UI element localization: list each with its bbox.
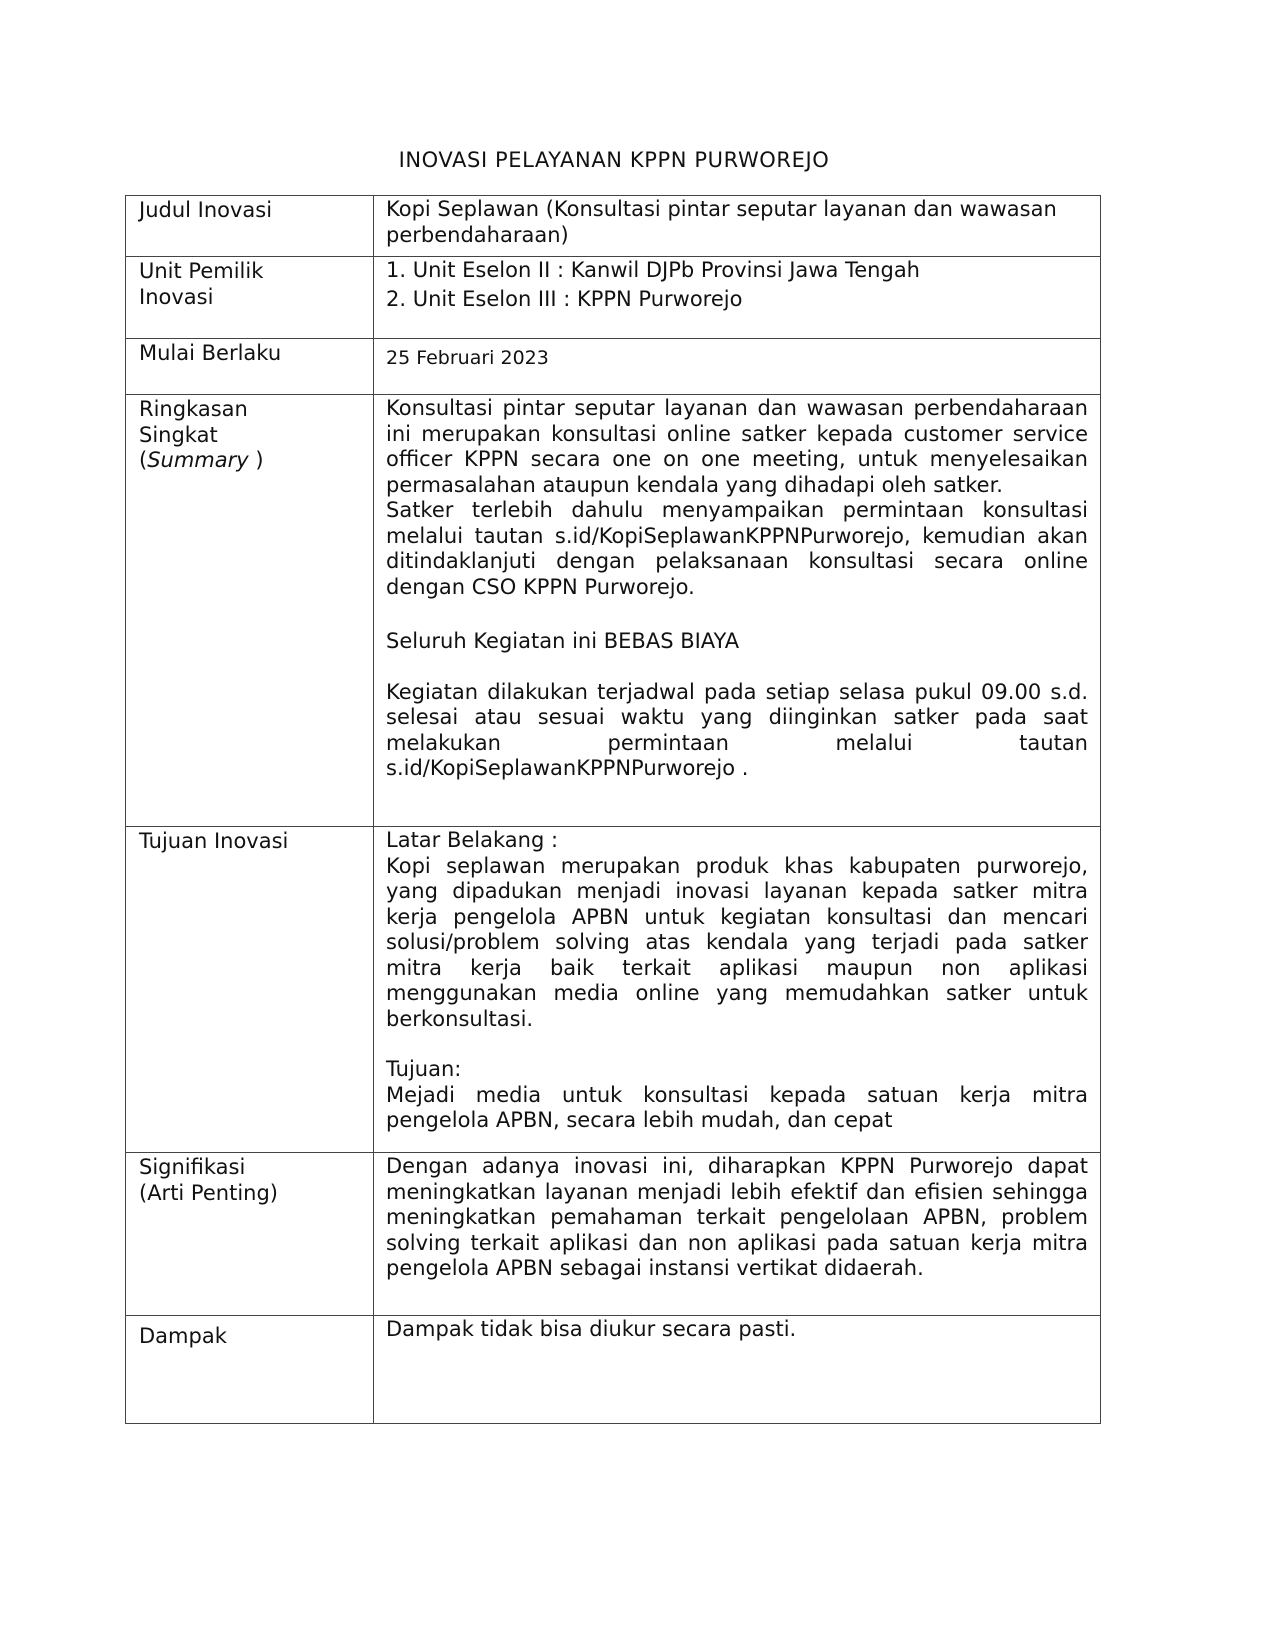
label-mulai-berlaku: Mulai Berlaku [126, 339, 374, 395]
row-dampak [126, 1316, 1101, 1424]
start-date: 25 Februari 2023 [386, 347, 549, 369]
label-line: Inovasi [139, 284, 214, 309]
row-judul-inovasi [126, 196, 1101, 257]
label-summary-italic: Summary [147, 448, 249, 472]
innovation-table [125, 195, 1101, 1424]
goal-heading: Tujuan: [386, 1057, 462, 1081]
value-judul-inovasi: Kopi Seplawan (Konsultasi pintar seputar layanan dan wawasan perbendaharaan) [374, 196, 1101, 257]
label-text: Dampak [139, 1324, 227, 1348]
label-line [139, 448, 373, 474]
paren-open: ( [139, 448, 148, 472]
value-signifikasi: Dengan adanya inovasi ini, diharapkan KPPN Purworejo dapat meningkatkan layanan menjadi lebih efektif dan efisien sehingga meningkatkan pemahaman terkait pengelolaan APBN, problem solving terkait aplikasi dan non aplikasi pada satuan kerja mitra pengelola APBN sebagai instansi vertikat didaerah. [374, 1153, 1101, 1316]
row-tujuan-inovasi [126, 827, 1101, 1153]
value-unit-pemilik [374, 257, 1101, 339]
label-line: Signifikasi [139, 1155, 246, 1179]
label-line: Unit Pemilik [139, 259, 264, 283]
label-line: (Arti Penting) [139, 1180, 278, 1205]
label-tujuan-inovasi: Tujuan Inovasi [126, 827, 374, 1153]
label-signifikasi [126, 1153, 374, 1316]
label-judul-inovasi: Judul Inovasi [126, 196, 374, 257]
row-unit-pemilik [126, 257, 1101, 339]
value-mulai-berlaku [374, 339, 1101, 395]
row-ringkasan [126, 395, 1101, 827]
value-ringkasan [374, 395, 1101, 827]
background-paragraph: Kopi seplawan merupakan produk khas kabupaten purworejo, yang dipadukan menjadi inovasi layanan kepada satker mitra kerja pengelola APBN untuk kegiatan konsultasi dan mencari solusi/problem solving atas kendala yang terjadi pada satker mitra kerja baik terkait aplikasi maupun non aplikasi menggunakan media online yang memudahkan satker untuk berkonsultasi. [386, 853, 1088, 1031]
unit-item: 1. Unit Eselon II : Kanwil DJPb Provinsi Jawa Tengah [386, 258, 920, 282]
background-heading: Latar Belakang : [386, 828, 559, 852]
label-line: Singkat [139, 422, 218, 447]
summary-paragraph: Konsultasi pintar seputar layanan dan wawasan perbendaharaan ini merupakan konsultasi online satker kepada customer service officer KPPN secara one on one meeting, untuk menyelesaikan permasalahan ataupun kendala yang dihadapi oleh satker. [386, 396, 1088, 497]
row-mulai-berlaku [126, 339, 1101, 395]
label-ringkasan [126, 395, 374, 827]
document-title: INOVASI PELAYANAN KPPN PURWOREJO [398, 148, 830, 172]
free-of-charge-note: Seluruh Kegiatan ini BEBAS BIAYA [386, 629, 740, 653]
schedule-paragraph: Kegiatan dilakukan terjadwal pada setiap selasa pukul 09.00 s.d. selesai atau sesuai waktu yang diinginkan satker pada saat melakukan permintaan melalui tautan s.id/KopiSeplawanKPPNPurworejo . [386, 679, 1088, 780]
paren-close: ) [248, 448, 264, 472]
label-dampak [126, 1316, 374, 1424]
value-tujuan-inovasi [374, 827, 1101, 1153]
label-line: Ringkasan [139, 397, 248, 421]
goal-paragraph: Mejadi media untuk konsultasi kepada satuan kerja mitra pengelola APBN, secara lebih mudah, dan cepat [386, 1082, 1088, 1132]
unit-item: 2. Unit Eselon III : KPPN Purworejo [386, 286, 743, 311]
value-dampak: Dampak tidak bisa diukur secara pasti. [374, 1316, 1101, 1424]
label-unit-pemilik [126, 257, 374, 339]
summary-paragraph: Satker terlebih dahulu menyampaikan permintaan konsultasi melalui tautan s.id/KopiSeplawanKPPNPurworejo, kemudian akan ditindaklanjuti dengan pelaksanaan konsultasi secara online dengan CSO KPPN Purworejo. [386, 498, 1088, 599]
row-signifikasi [126, 1153, 1101, 1316]
